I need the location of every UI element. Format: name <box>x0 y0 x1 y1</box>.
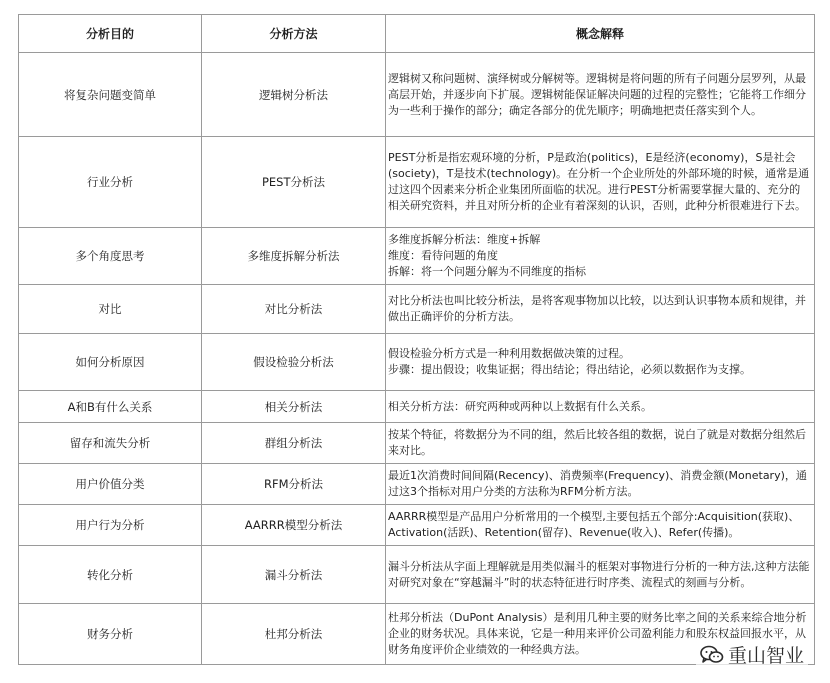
cell-method: 假设检验分析法 <box>202 334 386 391</box>
cell-purpose: 对比 <box>19 285 202 334</box>
cell-explanation <box>386 137 815 228</box>
cell-purpose: 行业分析 <box>19 137 202 228</box>
table-row <box>19 464 815 505</box>
cell-method: 逻辑树分析法 <box>202 53 386 137</box>
cell-explanation <box>386 53 815 137</box>
table-row <box>19 546 815 604</box>
cell-explanation <box>386 285 815 334</box>
table-row <box>19 228 815 285</box>
explanation-text: 逻辑树又称问题树、演绎树或分解树等。逻辑树是将问题的所有子问题分层罗列，从最高层开始，并逐步向下扩展。逻辑树能保证解决问题的过程的完整性；它能将工作细分为一些利于操作的部分；确定各部分的优先顺序；明确地把责任落实到个人。 <box>388 71 806 117</box>
explanation-text: AARRR模型是产品用户分析常用的一个模型,主要包括五个部分:Acquisition(获取)、Activation(活跃)、Retention(留存)、Revenue(收入)、Refer(传播)。 <box>388 510 800 539</box>
cell-method: 对比分析法 <box>202 285 386 334</box>
watermark <box>696 640 808 669</box>
cell-method: 群组分析法 <box>202 423 386 464</box>
header-explanation: 概念解释 <box>386 15 815 53</box>
explanation-text: 漏斗分析法从字面上理解就是用类似漏斗的框架对事物进行分析的一种方法,这种方法能对研究对象在“穿越漏斗”时的状态特征进行时序类、流程式的刻画与分析。 <box>388 559 810 589</box>
cell-method: AARRR模型分析法 <box>202 505 386 546</box>
header-method: 分析方法 <box>202 15 386 53</box>
explanation-text: 杜邦分析法（DuPont Analysis）是利用几种主要的财务比率之间的关系来综合地分析企业的财务状况。具体来说，它是一种用来评价公司盈利能力和股东权益回报水平，从财务角度评价企业绩效的一种经典方法。 <box>388 611 807 656</box>
table-row <box>19 505 815 546</box>
table-row <box>19 285 815 334</box>
cell-method: 漏斗分析法 <box>202 546 386 604</box>
wechat-icon <box>700 645 724 665</box>
table-row <box>19 53 815 137</box>
cell-method: 相关分析法 <box>202 391 386 423</box>
cell-method: PEST分析法 <box>202 137 386 228</box>
cell-purpose: 多个角度思考 <box>19 228 202 285</box>
explanation-text: 按某个特征，将数据分为不同的组，然后比较各组的数据，说白了就是对数据分组然后来对比。 <box>388 428 806 457</box>
cell-purpose: 留存和流失分析 <box>19 423 202 464</box>
cell-purpose: 用户价值分类 <box>19 464 202 505</box>
cell-explanation <box>386 391 815 423</box>
table-row <box>19 391 815 423</box>
cell-purpose: 财务分析 <box>19 604 202 665</box>
cell-purpose: 如何分析原因 <box>19 334 202 391</box>
explanation-line: 多维度拆解分析法：维度+拆解 <box>388 233 541 246</box>
table-row <box>19 137 815 228</box>
analysis-methods-table <box>18 14 815 665</box>
table-row <box>19 334 815 391</box>
explanation-text: 最近1次消费时间间隔(Recency)、消费频率(Frequency)、消费金额(Monetary)，通过这3个指标对用户分类的方法称为RFM分析方法。 <box>388 469 807 498</box>
cell-method: RFM分析法 <box>202 464 386 505</box>
table-row <box>19 423 815 464</box>
watermark-text: 重山智业 <box>727 645 804 667</box>
explanation-text: PEST分析是指宏观环境的分析，P是政治(politics)，E是经济(economy)，S是社会(society)，T是技术(technology)。在分析一个企业所处的外部环境的时候，通常是通过这四个因素来分析企业集团所面临的状况。进行PEST分析需要掌握大量的、充分的相关研究资料，并且对所分析的企业有着深刻的认识，否则，此种分析很难进行下去。 <box>388 151 810 212</box>
cell-explanation <box>386 228 815 285</box>
cell-purpose: 将复杂问题变简单 <box>19 53 202 137</box>
cell-purpose: 用户行为分析 <box>19 505 202 546</box>
table-header-row <box>19 15 815 53</box>
header-purpose: 分析目的 <box>19 15 202 53</box>
explanation-line: 假设检验分析方式是一种利用数据做决策的过程。 <box>388 347 630 360</box>
cell-explanation <box>386 334 815 391</box>
cell-purpose: 转化分析 <box>19 546 202 604</box>
cell-explanation <box>386 505 815 546</box>
cell-purpose: A和B有什么关系 <box>19 391 202 423</box>
explanation-line: 拆解：将一个问题分解为不同维度的指标 <box>388 265 586 278</box>
explanation-line: 维度：看待问题的角度 <box>388 249 498 262</box>
cell-explanation <box>386 423 815 464</box>
cell-explanation <box>386 464 815 505</box>
cell-method: 杜邦分析法 <box>202 604 386 665</box>
explanation-text: 相关分析方法：研究两种或两种以上数据有什么关系。 <box>388 399 652 413</box>
explanation-text: 对比分析法也叫比较分析法，是将客观事物加以比较，以达到认识事物本质和规律，并做出正确评价的分析方法。 <box>388 294 806 323</box>
explanation-line: 步骤：提出假设；收集证据；得出结论；得出结论，必须以数据作为支撑。 <box>388 363 751 376</box>
cell-explanation <box>386 546 815 604</box>
cell-method: 多维度拆解分析法 <box>202 228 386 285</box>
